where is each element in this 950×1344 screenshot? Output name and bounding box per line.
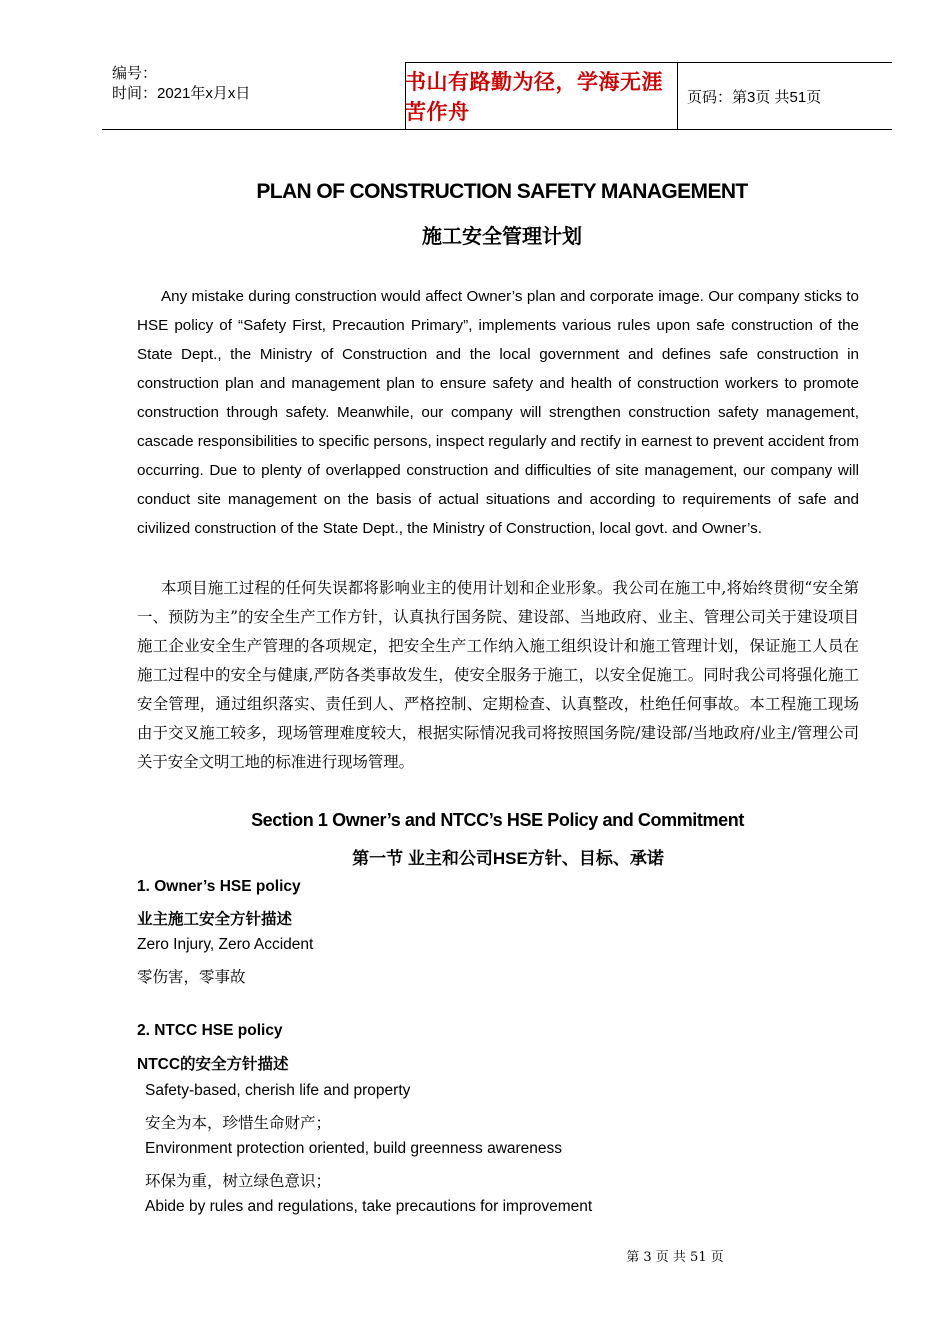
- ntcc-policy-heading-zh: NTCC的安全方针描述: [137, 1056, 289, 1073]
- header-meta: [112, 64, 250, 104]
- page-footer: 第 3 页 共 51 页: [626, 1250, 724, 1265]
- ntcc-policy-line: Safety-based, cherish life and property: [145, 1082, 411, 1099]
- ntcc-policy-line: 安全为本，珍惜生命财产；: [145, 1114, 332, 1132]
- section-title-zh: 第一节 业主和公司HSE方针、目标、承诺: [352, 849, 664, 868]
- header-number: 编号：: [112, 65, 158, 82]
- owner-policy-heading: 1. Owner’s HSE policy: [137, 878, 301, 895]
- header-motto: 书山有路勤为径，学海无涯苦作舟: [405, 70, 663, 124]
- header-page-info: 页码：第3页 共51页: [687, 89, 822, 106]
- owner-policy-text-zh: 零伤害，零事故: [137, 968, 246, 986]
- intro-paragraph-zh: 本项目施工过程的任何失误都将影响业主的使用计划和企业形象。我公司在施工中,将始终贯彻“安全第一、预防为主”的安全生产工作方针，认真执行国务院、建设部、当地政府、业主、管理公司关于建设项目施工企业安全生产管理的各项规定，把安全生产工作纳入施工组织设计和施工管理计划，保证施工人员在施工过程中的安全与健康,严防各类事故发生，使安全服务于施工，以安全促施工。同时我公司将强化施工安全管理，通过组织落实、责任到人、严格控制、定期检查、认真整改，杜绝任何事故。本工程施工现场由于交叉施工较多，现场管理难度较大，根据实际情况我司将按照国务院/建设部/当地政府/业主/管理公司关于安全文明工地的标准进行现场管理。: [137, 579, 859, 771]
- ntcc-policy-line: Abide by rules and regulations, take precautions for improvement: [145, 1198, 593, 1215]
- intro-paragraph-en: Any mistake during construction would affect Owner’s plan and corporate image. Our company sticks to HSE policy of “Safety First, Precaution Primary”, implements various rules upon safe construction of the State Dept., the Ministry of Construction and the local government and defines safe construction in construction plan and management plan to ensure safety and health of construction workers to promote construction through safety. Meanwhile, our company will strengthen construction safety management, cascade responsibilities to specific persons, inspect regularly and rectify in earnest to prevent accident from occurring. Due to plenty of overlapped construction and difficulties of site management, our company will conduct site management on the basis of actual situations and according to requirements of safe and civilized construction of the State Dept., the Ministry of Construction, local govt. and Owner’s.: [137, 288, 859, 537]
- header-divider-right: [677, 62, 678, 130]
- document-title-zh: 施工安全管理计划: [422, 226, 582, 248]
- ntcc-policy-line: 环保为重，树立绿色意识；: [145, 1172, 332, 1190]
- owner-policy-text-en: Zero Injury, Zero Accident: [137, 936, 314, 953]
- header-time: 时间：2021年x月x日: [112, 85, 251, 102]
- ntcc-policy-heading: 2. NTCC HSE policy: [137, 1022, 283, 1039]
- owner-policy-heading-zh: 业主施工安全方针描述: [137, 911, 293, 928]
- document-title-en: PLAN OF CONSTRUCTION SAFETY MANAGEMENT: [256, 180, 748, 203]
- page-header: [102, 62, 892, 130]
- section-title-en: Section 1 Owner’s and NTCC’s HSE Policy and Commitment: [251, 810, 744, 830]
- ntcc-policy-line: Environment protection oriented, build greenness awareness: [145, 1140, 563, 1157]
